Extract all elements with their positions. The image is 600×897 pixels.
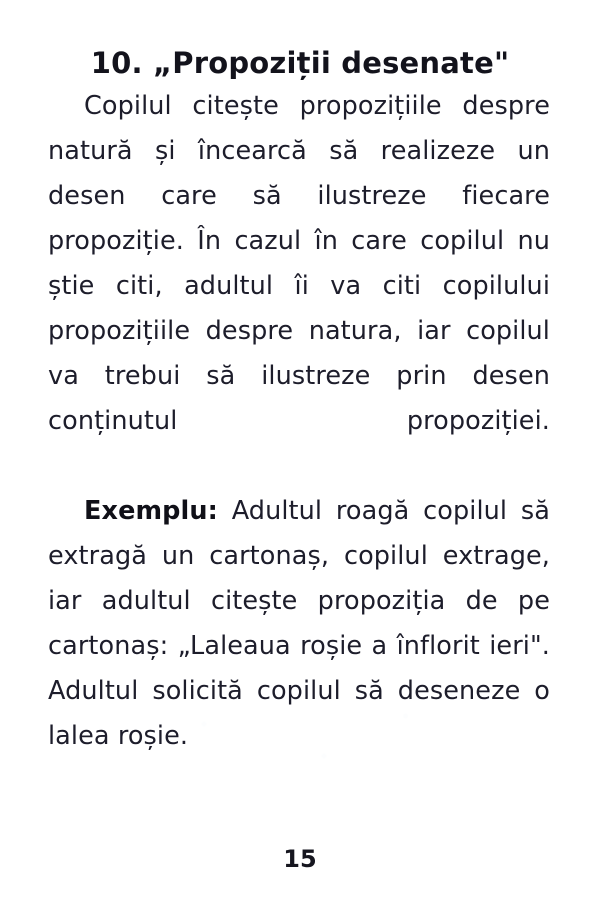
paragraph-example-text: Adultul roagă copilul să extragă un cartonaș, copilul extrage, iar adultul citește propoziția de pe cartonaș: „Laleaua roșie a înflorit ieri". Adultul solicită copilul să deseneze o lalea roșie. xyxy=(48,496,550,751)
paragraph-example xyxy=(48,489,550,759)
paragraph-description xyxy=(48,84,550,489)
page-number: 15 xyxy=(283,845,317,873)
example-label: Exemplu: xyxy=(84,496,218,526)
paragraph-description-text: Copilul citește propozițiile despre natură și încearcă să realizeze un desen care să ilustreze fiecare propoziție. În cazul în care copilul nu știe citi, adultul îi va citi copilului propozițiile despre natura, iar copilul va trebui să ilustreze prin desen conținutul propoziției. xyxy=(48,91,550,436)
body-text-block xyxy=(48,84,550,759)
page-title: 10. „Propoziții desenate" xyxy=(90,46,510,81)
